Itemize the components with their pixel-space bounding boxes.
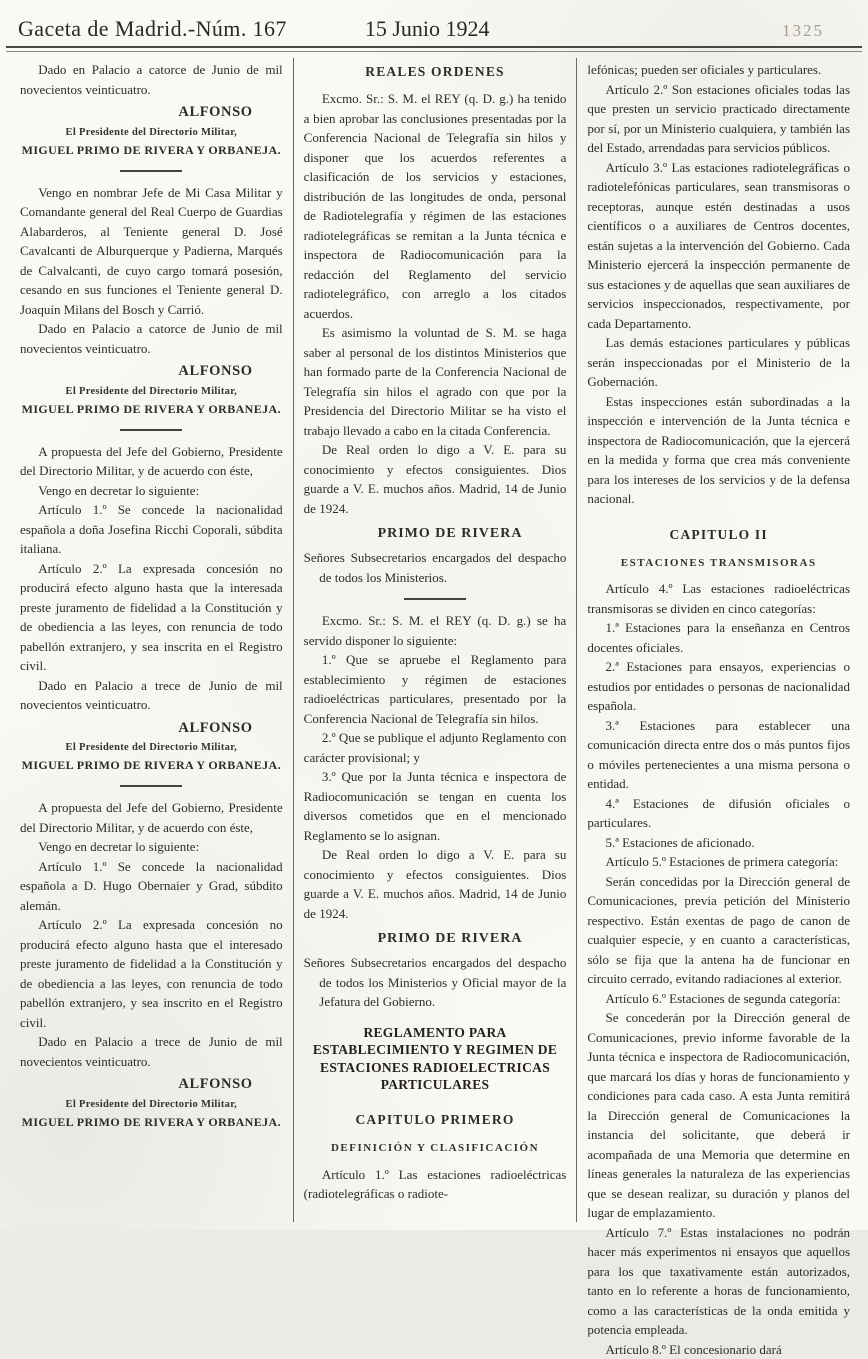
paragraph: Dado en Palacio a trece de Junio de mil novecientos veinticuatro. [20, 1034, 283, 1069]
paragraph: A propuesta del Jefe del Gobierno, Presidente del Directorio Militar, y de acuerdo con éste, [20, 443, 283, 478]
paragraph: 5.ª Estaciones de aficionado. [605, 834, 755, 850]
paragraph: Artículo 3.º Las estaciones radiotelegráficas o radiotelefónicas particulares, sean transmisoras o receptoras, aunque estén destinadas a usos científicos o a auxiliares de Centros docentes, están sujetas a la intervención del Gobierno. Cada Ministerio ejercerá la inspección permanente de sus estaciones y de aquellas que sean auxiliares de servicios inspeccionados, respectivamente, por cada Departamento. [587, 159, 851, 331]
regulation-title: REGLAMENTO PARA ESTABLECIMIENTO Y REGIMEN DE ESTACIONES RADIOELECTRICAS PARTICULARES [312, 1024, 558, 1093]
paragraph: Dado en Palacio a catorce de Junio de mil novecientos veinticuatro. [20, 62, 283, 97]
signature-role: El Presidente del Directorio Militar, [65, 126, 238, 138]
paragraph: Artículo 2.º Son estaciones oficiales todas las que presten un servicio practicado directamente por sí, por un Ministerio cualquiera, y también las del Estado, arrendadas para servicios públicos. [587, 81, 851, 155]
section-subheading: ESTACIONES TRANSMISORAS [620, 556, 817, 569]
paragraph: 1.ª Estaciones para la enseñanza en Centros docentes oficiales. [587, 620, 851, 655]
paragraph: Artículo 1.º Se concede la nacionalidad española a D. Hugo Obernaier y Grad, súbdito alemán. [20, 858, 283, 913]
paragraph: 4.ª Estaciones de difusión oficiales o particulares. [587, 795, 851, 831]
signature-name: ALFONSO [178, 719, 253, 736]
paragraph: Artículo 1.º Las estaciones radioeléctricas (radiotelegráficas o radiote- [303, 1166, 567, 1202]
section-heading: CAPITULO II [669, 526, 768, 542]
section-divider [120, 170, 182, 172]
paragraph: Artículo 5.º Estaciones de primera categoría: [605, 854, 839, 870]
section-heading: REALES ORDENES [365, 64, 505, 79]
paragraph: 3.º Que por la Junta técnica e inspectora de Radiocomunicación se tengan en cuenta los diversos cometidos que en el mencionado Reglamento se lo asignan. [303, 769, 567, 843]
paragraph: A propuesta del Jefe del Gobierno, Presidente del Directorio Militar, y de acuerdo con éste, [20, 800, 283, 835]
signature-name: PRIMO DE RIVERA [377, 931, 523, 947]
paragraph: De Real orden lo digo a V. E. para su conocimiento y efectos consiguientes. Dios guarde a V. E. muchos años. Madrid, 14 de Junio de 1924. [303, 442, 567, 516]
paragraph-continuation: lefónicas; pueden ser oficiales y particulares. [587, 62, 822, 77]
paragraph: Artículo 6.º Estaciones de segunda categoría: [605, 990, 841, 1006]
paragraph: Es asimismo la voluntad de S. M. se haga saber al personal de los distintos Ministerios que han formado parte de la Conferencia Nacional de Telegrafía sin hilos el agrado con que por la Presidencia del Directorio Militar se ha visto el trabajo llevado a cabo en la citada Conferencia. [303, 325, 567, 438]
signature-role: El Presidente del Directorio Militar, [65, 385, 238, 397]
paragraph: Vengo en decretar lo siguiente: [38, 482, 200, 498]
paragraph: 1.º Que se apruebe el Reglamento para establecimiento y régimen de estaciones radioeléctricas particulares, presentado por la Conferencia Nacional de Telegrafía sin hilos. [303, 652, 567, 726]
paragraph: Artículo 8.º El concesionario dará [605, 1341, 782, 1357]
signature-name: ALFONSO [178, 104, 253, 120]
section-divider [120, 429, 182, 431]
paragraph: Artículo 2.º La expresada concesión no producirá efecto alguno hasta que la interesada preste juramento de fidelidad a la Constitución y de obediencia a las leyes, con renuncia de todo pabellón extranjero, y sea inscrita en el Registro civil. [20, 560, 283, 673]
signature-role: El Presidente del Directorio Militar, [65, 1098, 238, 1110]
section-divider [404, 598, 466, 600]
columns-container [0, 52, 868, 1357]
addressee-note: Señores Subsecretarios encargados del despacho de todos los Ministerios y Oficial mayor de la Jefatura del Gobierno. [303, 955, 567, 1010]
signature-person: MIGUEL PRIMO DE RIVERA Y ORBANEJA. [21, 1114, 282, 1129]
section-divider [120, 785, 182, 787]
paragraph: 3.ª Estaciones para establecer una comunicación directa entre dos o más puntos fijos o móviles pertenecientes a una misma persona o entidad. [587, 717, 851, 792]
paragraph: Artículo 1.º Se concede la nacionalidad española a doña Josefina Ricchi Coporali, súbdita italiana. [20, 502, 283, 556]
paragraph: Dado en Palacio a catorce de Junio de mil novecientos veinticuatro. [20, 321, 283, 356]
paragraph: Estas inspecciones están subordinadas a la inspección e intervención de la Junta técnica e inspectora de Radiocomunicación, que la ejercerá en la medida y forma que crea más conveniente para los intereses de los servicios y de la defensa nacional. [587, 393, 851, 506]
page-number: 1325 [782, 21, 824, 40]
paragraph: Excmo. Sr.: S. M. el REY (q. D. g.) se ha servido disponer lo siguiente: [303, 613, 567, 648]
gazette-title: Gaceta de Madrid.-Núm. 167 [18, 16, 287, 41]
masthead [0, 0, 868, 46]
column-left [10, 58, 293, 1222]
signature-name: ALFONSO [178, 363, 253, 379]
section-heading: CAPITULO PRIMERO [355, 1111, 515, 1127]
paragraph: Se concederán por la Dirección general de Comunicaciones, previo informe favorable de la Junta técnica e inspectora de Radiocomunicación, que marcará los días y horas de funcionamiento y condiciones para cada caso. A esta Junta remitirá la Dirección general de Comunicaciones la instancia del solicitante, que deberá ir acompañada de una Memoria que determine en líneas generales la naturaleza de las experiencias que se desean realizar, su duración y planos del lugar de emplazamiento. [587, 1010, 851, 1221]
addressee-note: Señores Subsecretarios encargados del despacho de todos los Ministerios. [303, 550, 567, 585]
signature-person: MIGUEL PRIMO DE RIVERA Y ORBANEJA. [21, 401, 282, 416]
paragraph: 2.ª Estaciones para ensayos, experiencias o estudios por entidades o personas de nacionalidad española. [587, 659, 851, 714]
signature-name: ALFONSO [178, 1076, 253, 1092]
signature-role: El Presidente del Directorio Militar, [65, 742, 238, 754]
paragraph: Artículo 4.º Las estaciones radioeléctricas transmisoras se dividen en cinco categorías: [587, 581, 851, 616]
signature-name: PRIMO DE RIVERA [377, 526, 523, 542]
column-right [577, 58, 860, 1357]
paragraph: Artículo 7.º Estas instalaciones no podrán hacer más experimentos ni ensayos que aquellos para los que taxativamente están autorizados, tanto en lo referente a horas de funcionamiento, como a las características de la onda emitida y potencia empleada. [587, 1224, 851, 1338]
paragraph: Las demás estaciones particulares y públicas serán inspeccionadas por el Ministerio de la Gobernación. [587, 335, 851, 389]
paragraph: 2.º Que se publique el adjunto Reglamento con carácter provisional; y [303, 730, 567, 765]
signature-person: MIGUEL PRIMO DE RIVERA Y ORBANEJA. [21, 142, 282, 157]
paragraph: Dado en Palacio a trece de Junio de mil novecientos veinticuatro. [20, 677, 283, 712]
paragraph: Excmo. Sr.: S. M. el REY (q. D. g.) ha tenido a bien aprobar las conclusiones presentadas por la Conferencia Nacional de Telegrafía sin hilos y disponer que los acuerdos referentes a clasificación de los servicios y estaciones, distribución de las longitudes de onda, personal de Radiotelegrafía y régimen de las estaciones radiotelegráficas se remitan a la Junta técnica e inspectora de Radiocomunicación para la redacción del Reglamento del servicio radiotelegráfico, con arreglo a los citados acuerdos. [303, 91, 567, 321]
paragraph: Vengo en nombrar Jefe de Mi Casa Militar y Comandante general del Real Cuerpo de Guardias Alabarderos, al Teniente general D. José Cavalcanti de Alburquerque y Padierna, Marqués de Calvalcanti, de cuyo cargo tomará posesión, cesando en sus funciones el Teniente general D. Joaquín Milans del Bosch y Carrió. [20, 184, 283, 317]
paragraph: De Real orden lo digo a V. E. para su conocimiento y efectos consiguientes. Dios guarde a V. E. muchos años. Madrid, 14 de Junio de 1924. [303, 847, 567, 921]
paragraph: Vengo en decretar lo siguiente: [38, 839, 200, 854]
paragraph: Serán concedidas por la Dirección general de Comunicaciones, previa petición del Ministerio respectivo. Están exentas de pago de canon de cualquier especie, y en cuanto a características, sólo se fija que la antena ha de funcionar en circuito cerrado, evitando radiaciones al exterior. [587, 873, 851, 987]
section-subheading: DEFINICIÓN Y CLASIFICACIÓN [330, 1142, 540, 1155]
signature-person: MIGUEL PRIMO DE RIVERA Y ORBANEJA. [21, 758, 282, 772]
column-center [293, 58, 578, 1222]
issue-date: 15 Junio 1924 [364, 16, 490, 41]
paragraph: Artículo 2.º La expresada concesión no producirá efecto alguno hasta que el interesado preste juramento de fidelidad a la Constitución y de obediencia a las leyes, con renuncia de todo pabellón extranjero, y sea inscrito en el Registro civil. [20, 917, 283, 1030]
